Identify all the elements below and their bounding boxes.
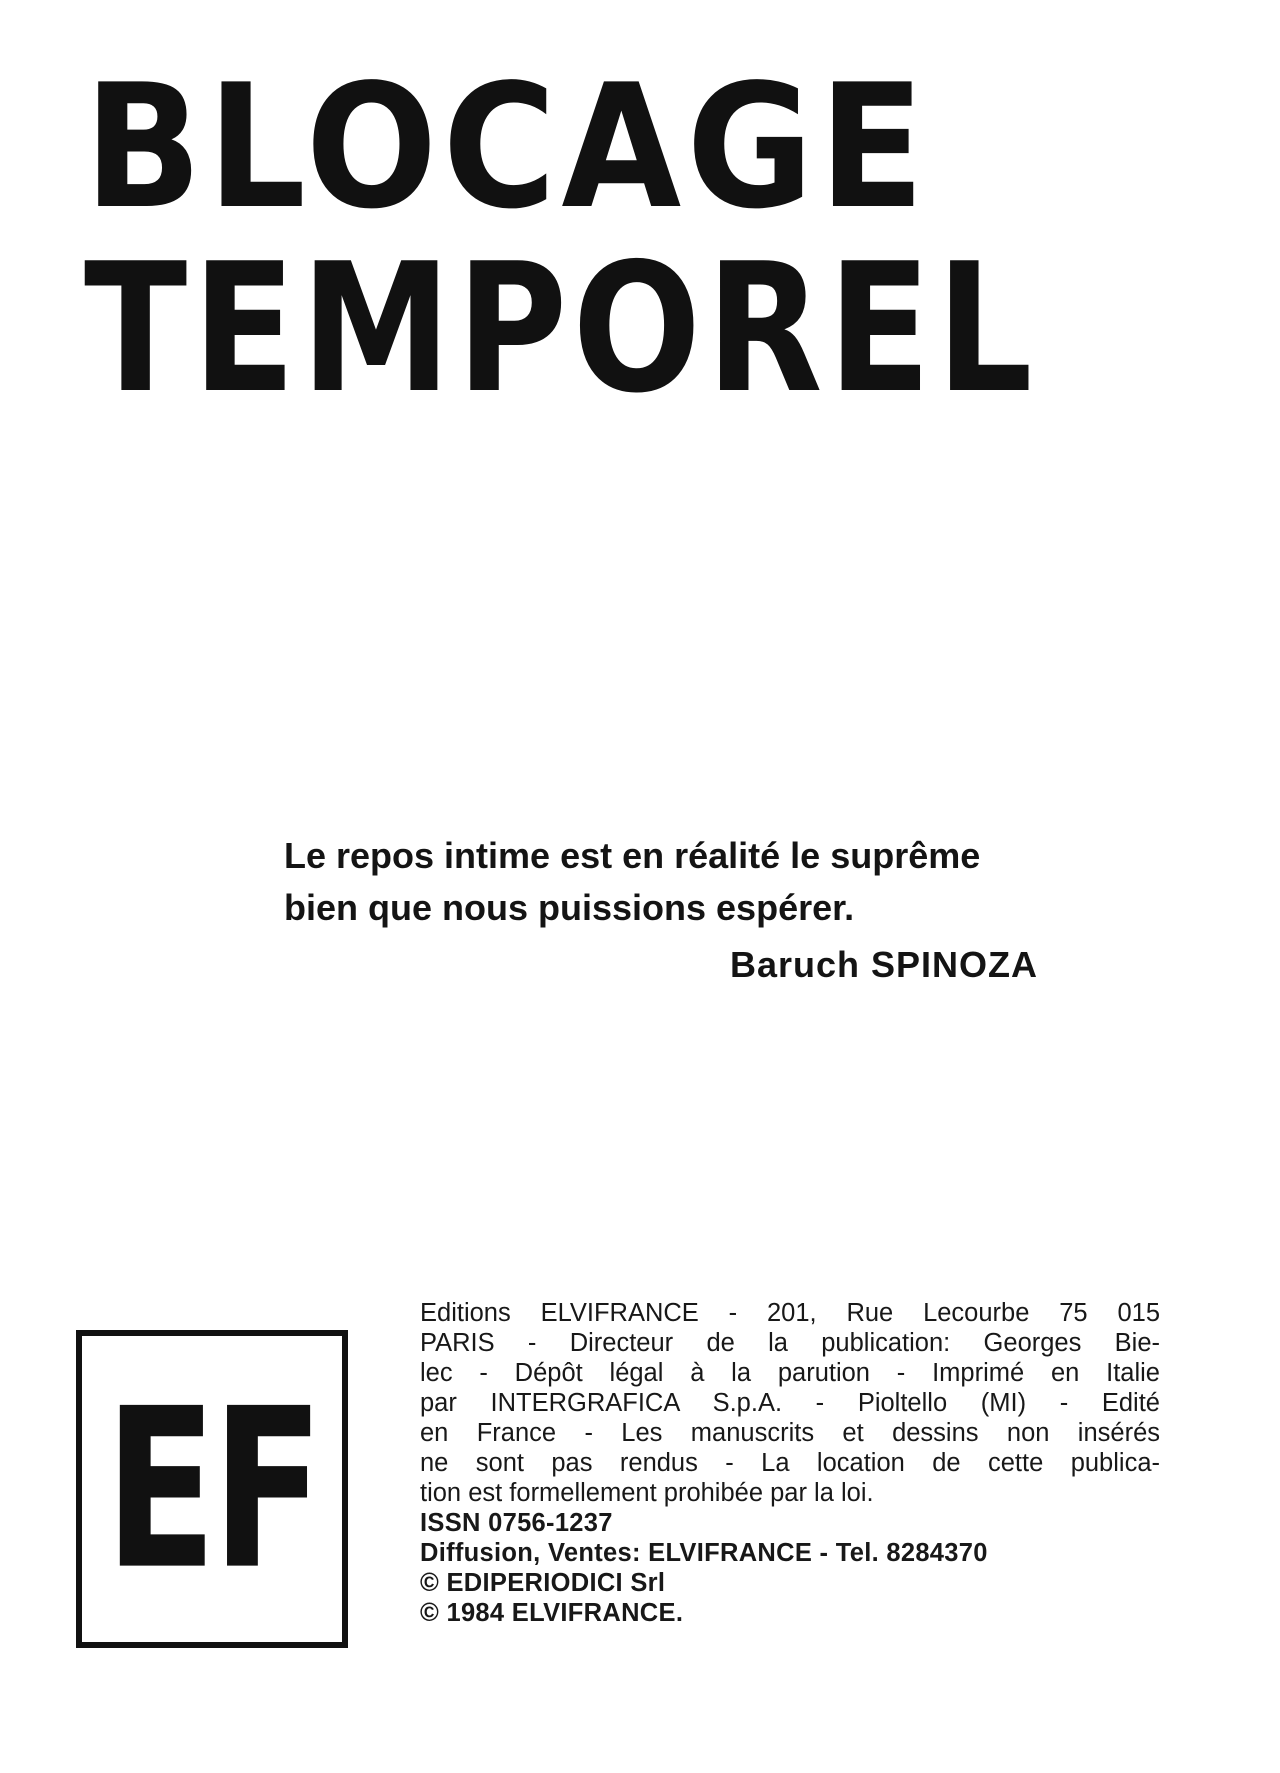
publisher-logo [76, 1330, 348, 1648]
imprint-line: lec - Dépôt légal à la parution - Imprimé en Italie [420, 1359, 1160, 1387]
imprint-line: PARIS - Directeur de la publication: Georges Bie- [420, 1329, 1160, 1357]
imprint-line: en France - Les manuscrits et dessins non insérés [420, 1419, 1160, 1447]
publisher-logo-text: EF [104, 1360, 320, 1618]
title-line-2: TEMPOREL [84, 225, 1038, 432]
imprint-line: ne sont pas rendus - La location de cette publica- [420, 1449, 1160, 1477]
epigraph-author: Baruch SPINOZA [730, 944, 1039, 985]
imprint-block [420, 1298, 1160, 1628]
copyright-elvifrance: © 1984 ELVIFRANCE. [420, 1599, 684, 1627]
title-line-1: BLOCAGE [84, 47, 930, 247]
imprint-line: tion est formellement prohibée par la loi. [420, 1479, 874, 1507]
imprint-line: par INTERGRAFICA S.p.A. - Pioltello (MI) - Edité [420, 1389, 1160, 1417]
epigraph-line-2: bien que nous puissions espérer. [284, 887, 855, 928]
diffusion: Diffusion, Ventes: ELVIFRANCE - Tel. 8284370 [420, 1539, 988, 1567]
epigraph-line-1: Le repos intime est en réalité le suprême [284, 835, 981, 876]
imprint-line: Editions ELVIFRANCE - 201, Rue Lecourbe 75 015 [420, 1299, 1160, 1327]
issn: ISSN 0756-1237 [420, 1509, 613, 1537]
epigraph-quote [284, 830, 1184, 934]
copyright-ediperiodici: © EDIPERIODICI Srl [420, 1569, 666, 1597]
